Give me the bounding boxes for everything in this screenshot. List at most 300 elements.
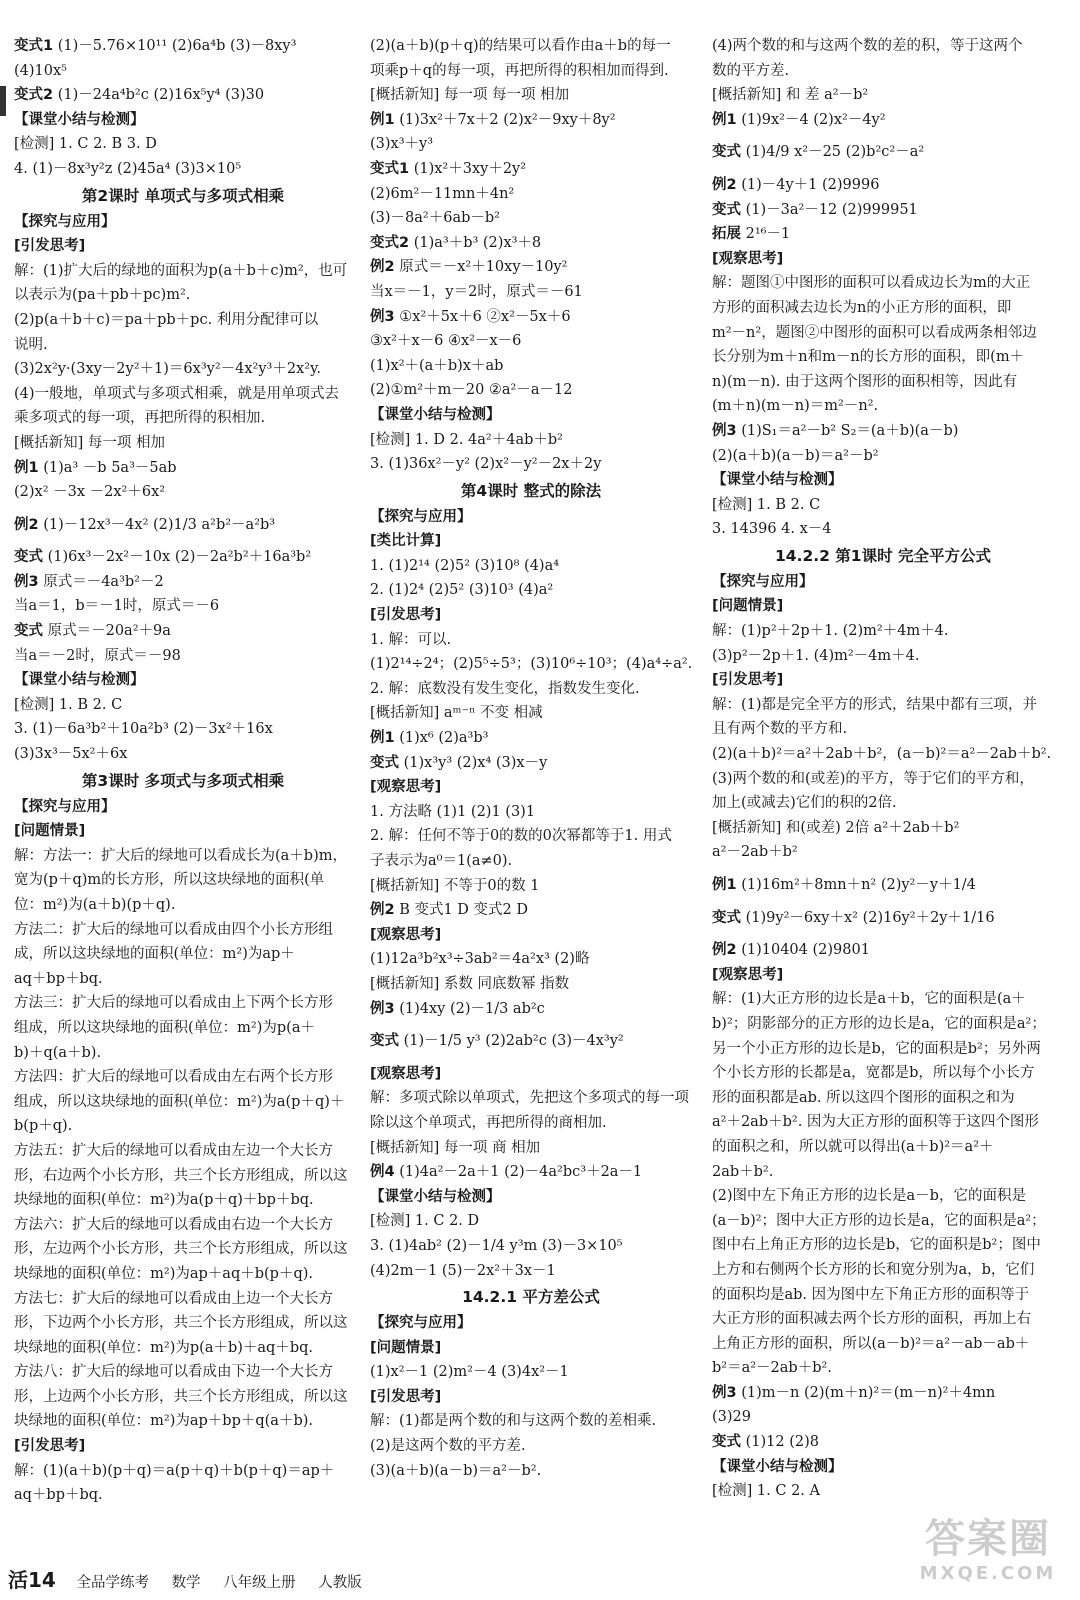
answer-line (370, 1111, 692, 1136)
example-label: 例1 (370, 730, 395, 747)
answer-text: 方法八：扩大后的绿地可以看成由下边一个大长方 (14, 1364, 333, 1381)
answer-text: 1. 方法略 (1)1 (2)1 (3)1 (370, 803, 536, 820)
answer-text: 解：(1)p²＋2p＋1. (2)m²＋4m＋4. (712, 623, 949, 640)
example-label: 变式 (712, 144, 741, 161)
line-spacer (712, 132, 1054, 140)
answer-line (14, 406, 352, 431)
line-spacer (712, 898, 1054, 906)
answer-line (370, 157, 692, 182)
answer-line (712, 840, 1054, 865)
watermark-title: 答案圈 (925, 1516, 1051, 1562)
example-label: 变式 (370, 754, 399, 771)
answer-text: (a－b)²；图中大正方形的边长是a，它的面积是a²； (712, 1212, 1046, 1229)
answer-line (370, 1136, 692, 1161)
answer-line (14, 844, 352, 869)
answer-text: 解：(1)都是两个数的和与这两个数的差相乘. (370, 1413, 657, 1430)
answer-line (370, 677, 692, 702)
answer-text: (1)x²＋(a＋b)x＋ab (370, 357, 504, 374)
answer-line (14, 1336, 352, 1361)
example-label: 例2 (712, 942, 737, 959)
example-label: 例2 (370, 902, 395, 919)
answer-line (370, 726, 692, 751)
answer-line (14, 456, 352, 481)
line-spacer (712, 165, 1054, 173)
example-label: 例1 (712, 111, 737, 128)
answer-line (370, 1086, 692, 1111)
answer-text: 3. (1)4ab² (2)－1/4 y³m (3)－3×10⁵ (370, 1237, 623, 1254)
answer-line (14, 893, 352, 918)
answer-text: [检测] 1. B 2. C (14, 696, 123, 713)
section-tag: 【课堂小结与检测】 (712, 1458, 843, 1475)
answer-text: a²－2ab＋b² (712, 844, 798, 861)
example-label: 变式 (370, 1033, 399, 1050)
answer-text: (1)x²－1 (2)m²－4 (3)4x²－1 (370, 1364, 569, 1381)
answer-text: (1)x⁶ (2)a³b³ (399, 730, 489, 747)
answer-line (370, 1409, 692, 1434)
answer-line (712, 59, 1054, 84)
answer-line (14, 570, 352, 595)
answer-text: 乘多项式的每一项，再把所得的积相加. (14, 410, 266, 427)
answer-line (370, 1434, 692, 1459)
answer-text: (1)－1/5 y³ (2)2ab²c (3)－4x³y² (403, 1033, 624, 1050)
answer-text: (4)10x⁵ (14, 62, 67, 79)
answer-text: (1)9x²－4 (2)x²－4y² (741, 111, 886, 128)
answer-line (14, 545, 352, 570)
answer-text: [检测] 1. C 2. D (370, 1213, 480, 1230)
answer-line (370, 59, 692, 84)
answer-text: 解：(1)(a＋b)(p＋q)＝a(p＋q)＋b(p＋q)＝ap＋ (14, 1462, 335, 1479)
answer-line (370, 578, 692, 603)
answer-text: [检测] 1. D 2. 4a²＋4ab＋b² (370, 431, 563, 448)
answer-line (14, 1360, 352, 1385)
lesson-title: 14.2.2 第1课时 完全平方公式 (775, 546, 991, 565)
answer-line (712, 1479, 1054, 1504)
answer-text: b)＋q(a＋b). (14, 1044, 102, 1061)
answer-line (14, 132, 352, 157)
section-tag: [引发思考] (14, 1438, 86, 1455)
answer-line (712, 1184, 1054, 1209)
answer-line (712, 271, 1054, 296)
answer-text: 方法二：扩大后的绿地可以看成由四个小长方形组 (14, 921, 333, 938)
answer-line (14, 1311, 352, 1336)
answer-text: 块绿地的面积(单位：m²)为ap＋bp＋q(a＋b). (14, 1413, 313, 1430)
answer-line (14, 382, 352, 407)
answer-text: a²＋2ab＋b². 因为大正方形的面积等于这四个图形 (712, 1114, 1039, 1131)
answer-text: 组成，所以这块绿地的面积(单位：m²)为a(p＋q)＋ (14, 1093, 345, 1110)
example-label: 变式 (14, 549, 43, 566)
answer-line (370, 231, 692, 256)
answer-text: (3)x³＋y³ (370, 136, 434, 153)
answer-text: (3)两个数的和(或差)的平方，等于它们的平方和， (712, 770, 1034, 787)
section-tag: 【课堂小结与检测】 (14, 111, 145, 128)
answer-column-1 (14, 34, 352, 1508)
section-tag: [引发思考] (14, 238, 86, 255)
section-tag: 【探究与应用】 (14, 798, 116, 815)
answer-text: (1)－12x³－4x² (2)1/3 a²b²－a²b³ (43, 516, 276, 533)
answer-text: [检测] 1. C 2. A (712, 1483, 820, 1500)
answer-text: 方法三：扩大后的绿地可以看成由上下两个长方形 (14, 995, 333, 1012)
answer-text: 解：(1)大正方形的边长是a＋b，它的面积是(a＋ (712, 991, 1026, 1008)
answer-line (370, 1029, 692, 1054)
answer-text: 原式＝－x²＋10xy－10y² (399, 259, 568, 276)
section-tag: 【探究与应用】 (370, 1315, 472, 1332)
answer-line (14, 967, 352, 992)
answer-line (712, 173, 1054, 198)
example-label: 变式2 (370, 234, 410, 251)
watermark-logo (904, 1516, 1072, 1594)
answer-line (370, 947, 692, 972)
answer-line (370, 428, 692, 453)
answer-line (370, 652, 692, 677)
answer-line (370, 329, 692, 354)
answer-line (14, 1409, 352, 1434)
answer-text: 以表示为(pa＋pb＋pc)m². (14, 287, 191, 304)
answer-text: (2)图中左下角正方形的边长是a－b，它的面积是 (712, 1188, 1026, 1205)
answer-line (14, 1016, 352, 1041)
answer-text: [概括新知] 每一项 商 相加 (370, 1139, 541, 1156)
line-spacer (14, 537, 352, 545)
answer-text: (1)4/9 x²－25 (2)b²c²－a² (745, 144, 925, 161)
answer-text: (1)16m²＋8mn＋n² (2)y²－y＋1/4 (741, 877, 976, 893)
answer-text: 大正方形的面积减去两个长方形的面积，再加上右 (712, 1311, 1031, 1328)
example-label: 例2 (370, 259, 395, 276)
answer-line (14, 693, 352, 718)
answer-text: 方法五：扩大后的绿地可以看成由左边一个大长方 (14, 1142, 333, 1159)
answer-line (712, 619, 1054, 644)
answer-line (14, 1287, 352, 1312)
answer-line (14, 480, 352, 505)
answer-text: ①x²＋5x＋6 ②x²－5x＋6 (399, 308, 571, 325)
section-tag: [观察思考] (370, 779, 442, 796)
answer-line (14, 308, 352, 333)
answer-text: 项乘p＋q的每一项，再把所得的积相加而得到. (370, 62, 669, 79)
answer-line (14, 1114, 352, 1139)
answer-text: (1)12a³b²x³÷3ab²＝4a²x³ (2)略 (370, 951, 590, 968)
section-tag: [问题情景] (712, 598, 784, 615)
answer-line (712, 1209, 1054, 1234)
lesson-title: 14.2.1 平方差公式 (462, 1288, 600, 1307)
section-tag: [问题情景] (370, 1339, 442, 1356)
answer-line (370, 108, 692, 133)
answer-text: (3)2x²y·(3xy－2y²＋1)＝6x³y²－4x²y³＋2x²y. (14, 361, 321, 378)
answer-text: [概括新知] 和(或差) 2倍 a²＋2ab＋b² (712, 819, 960, 836)
answer-line (712, 1258, 1054, 1283)
answer-text: (1)10404 (2)9801 (741, 942, 870, 959)
section-tag: 【课堂小结与检测】 (14, 672, 145, 689)
answer-text: (4)2m－1 (5)－2x²＋3x－1 (370, 1262, 556, 1279)
answer-line (370, 206, 692, 231)
answer-line (14, 1237, 352, 1262)
answer-text: (1)m－n (2)(m＋n)²＝(m－n)²＋4mn (741, 1384, 996, 1401)
answer-text: (1)4a²－2a＋1 (2)－4a²bc³＋2a－1 (399, 1164, 643, 1181)
answer-line (370, 1209, 692, 1234)
answer-text: 的面积之和，所以就可以得出(a＋b)²＝a²＋ (712, 1138, 994, 1155)
answer-text: 宽为(p＋q)m的长方形，所以这块绿地的面积(单 (14, 872, 325, 889)
answer-line (14, 619, 352, 644)
answer-text: (2)(a＋b)²＝a²＋2ab＋b²，(a－b)²＝a²－2ab＋b². (712, 746, 1052, 763)
answer-line (370, 554, 692, 579)
answer-line (712, 767, 1054, 792)
footer-subject: 数学 (171, 1575, 201, 1591)
answer-text: aq＋bp＋bq. (14, 1487, 103, 1504)
answer-text: (4)两个数的和与这两个数的差的积，等于这两个 (712, 38, 1023, 54)
answer-line (14, 1262, 352, 1287)
answer-text: 解：方法一：扩大后的绿地可以看成长为(a＋b)m， (14, 847, 347, 864)
answer-text: 3. (1)36x²－y² (2)x²－y²－2x＋2y (370, 456, 602, 473)
answer-line (14, 333, 352, 358)
answer-text: aq＋bp＋bq. (14, 970, 103, 987)
answer-text: 的面积均是ab. 因为图中左下角正方形的面积等于 (712, 1286, 1030, 1303)
answer-text: 组成，所以这块绿地的面积(单位：m²)为p(a＋ (14, 1019, 315, 1036)
answer-text: (3)29 (712, 1409, 751, 1426)
answer-text: 2. (1)2⁴ (2)5² (3)10³ (4)a² (370, 582, 554, 599)
answer-text: (1)3x²＋7x＋2 (2)x²－9xy＋8y² (399, 111, 616, 128)
section-tag: [类比计算] (370, 533, 442, 550)
line-spacer (370, 1021, 692, 1029)
answer-text: (1)12 (2)8 (745, 1434, 819, 1451)
answer-text: (1)2¹⁴÷2⁴；(2)5⁵÷5³；(3)10⁶÷10³；(4)a⁴÷a². (370, 656, 692, 673)
answer-text: 上角正方形的面积，所以(a－b)²＝a²－ab－ab＋ (712, 1335, 1030, 1352)
answer-text: b(p＋q). (14, 1118, 73, 1135)
example-label: 变式1 (14, 38, 54, 54)
answer-line (712, 717, 1054, 742)
answer-text: (m＋n)(m－n)＝m²－n². (712, 398, 879, 415)
answer-text: (1)9y²－6xy＋x² (2)16y²＋2y＋1/16 (745, 909, 995, 926)
answer-text: [检测] 1. C 2. B 3. D (14, 136, 157, 153)
answer-line (370, 1234, 692, 1259)
answer-text: (2)(a＋b)(p＋q)的结果可以看作由a＋b的每一 (370, 38, 671, 54)
answer-text: 长分别为m＋n和m－n的长方形的面积，即(m＋ (712, 349, 1025, 366)
answer-text: 位：m²)为(a＋b)(p＋q). (14, 897, 176, 913)
lesson-title: 第4课时 整式的除法 (460, 481, 602, 500)
example-label: 变式2 (14, 87, 54, 104)
answer-line (14, 357, 352, 382)
answer-text: [检测] 1. B 2. C (712, 496, 821, 513)
answer-line (712, 493, 1054, 518)
footer-brand: 全品学练考 (76, 1575, 149, 1591)
answer-line (14, 1090, 352, 1115)
example-label: 例2 (14, 516, 39, 533)
answer-line (370, 800, 692, 825)
answer-line (712, 444, 1054, 469)
answer-line (370, 305, 692, 330)
answer-line (712, 1332, 1054, 1357)
section-tag: [引发思考] (370, 1388, 442, 1405)
answer-text: 1. (1)2¹⁴ (2)5² (3)10⁸ (4)a⁴ (370, 557, 560, 574)
answer-line (712, 370, 1054, 395)
answer-line (370, 132, 692, 157)
answer-text: 且有两个数的平方和. (712, 721, 848, 738)
section-tag: [观察思考] (370, 926, 442, 943)
answer-line (712, 1110, 1054, 1135)
answer-line (370, 34, 692, 59)
answer-text: b²＝a²－2ab＋b². (712, 1360, 832, 1377)
answer-text: 1. 解：可以. (370, 631, 452, 648)
line-spacer (712, 865, 1054, 873)
example-label: 拓展 (712, 226, 741, 243)
answer-text: 加上(或减去)它们的积的2倍. (712, 795, 897, 812)
answer-text: 2¹⁶－1 (745, 226, 791, 243)
section-tag: [观察思考] (370, 1065, 442, 1082)
answer-line (14, 59, 352, 84)
example-label: 例2 (712, 176, 737, 193)
answer-text: [概括新知] aᵐ⁻ⁿ 不变 相减 (370, 705, 543, 722)
answer-text: b)²；阴影部分的正方形的边长是a，它的面积是a²； (712, 1015, 1046, 1032)
example-label: 例3 (370, 308, 395, 325)
answer-text: 当a＝－2时，原式＝－98 (14, 647, 181, 664)
answer-text: (3)3x³－5x²＋6x (14, 746, 128, 763)
answer-line (370, 898, 692, 923)
section-tag: 【课堂小结与检测】 (370, 406, 501, 423)
answer-line (370, 701, 692, 726)
answer-text: (3)(a＋b)(a－b)＝a²－b². (370, 1462, 542, 1479)
answer-line (370, 280, 692, 305)
answer-line (712, 644, 1054, 669)
answer-line (712, 1086, 1054, 1111)
answer-line (370, 1259, 692, 1284)
answer-line (370, 824, 692, 849)
answer-line (370, 628, 692, 653)
answer-line (712, 1160, 1054, 1185)
answer-line (712, 1233, 1054, 1258)
answer-text: 形，上边两个小长方形，共三个长方形组成，所以这 (14, 1388, 348, 1405)
answer-line (14, 157, 352, 182)
answer-column-2 (370, 34, 692, 1483)
answer-line (370, 997, 692, 1022)
answer-line (712, 1405, 1054, 1430)
answer-text: n)(m－n). 由于这两个图形的面积相等，因此有 (712, 373, 1018, 390)
answer-text: (3)－8a²＋6ab－b² (370, 210, 500, 227)
answer-line (712, 222, 1054, 247)
answer-line (14, 1483, 352, 1508)
answer-text: 2ab＋b². (712, 1163, 774, 1180)
answer-line (712, 1061, 1054, 1086)
section-tag: [引发思考] (712, 672, 784, 689)
answer-line (14, 513, 352, 538)
answer-text: 子表示为a⁰＝1(a≠0). (370, 853, 513, 869)
answer-line (14, 717, 352, 742)
answer-text: [概括新知] 每一项 每一项 相加 (370, 87, 570, 104)
answer-line (14, 259, 352, 284)
answer-line (370, 378, 692, 403)
answer-text: 方法四：扩大后的绿地可以看成由左右两个长方形 (14, 1069, 333, 1086)
answer-text: 除以这个单项式，再把所得的商相加. (370, 1114, 607, 1131)
section-tag: [问题情景] (14, 823, 86, 840)
answer-line (712, 1283, 1054, 1308)
line-spacer (712, 930, 1054, 938)
answer-text: 解：(1)都是完全平方的形式，结果中都有三项，并 (712, 696, 1038, 713)
answer-text: m²－n²，题图②中图形的面积可以看成两条相邻边 (712, 324, 1037, 341)
answer-line (14, 868, 352, 893)
answer-text: 方法七：扩大后的绿地可以看成由上边一个大长方 (14, 1290, 333, 1307)
answer-line (14, 644, 352, 669)
answer-text: (2)是这两个数的平方差. (370, 1438, 526, 1455)
example-label: 例3 (370, 1000, 395, 1017)
answer-text: (2)①m²＋m－20 ②a²－a－12 (370, 382, 573, 399)
answer-text: (1)－4y＋1 (2)9996 (741, 176, 880, 193)
answer-line (712, 1356, 1054, 1381)
example-label: 例3 (14, 573, 39, 590)
answer-line (712, 419, 1054, 444)
example-label: 变式 (14, 623, 43, 640)
line-spacer (370, 1054, 692, 1062)
answer-text: (2)6m²－11mn＋4n² (370, 185, 515, 202)
answer-text: (2)p(a＋b＋c)＝pa＋pb＋pc. 利用分配律可以 (14, 311, 319, 328)
answer-text: 原式＝－4a³b²－2 (43, 573, 164, 590)
answer-text: 当x＝－1，y＝2时，原式＝－61 (370, 283, 583, 300)
answer-line (712, 296, 1054, 321)
answer-text: 块绿地的面积(单位：m²)为ap＋aq＋b(p＋q). (14, 1265, 313, 1282)
example-label: 变式 (712, 1434, 741, 1451)
answer-line (14, 742, 352, 767)
lesson-title: 第2课时 单项式与多项式相乘 (81, 186, 285, 205)
answer-line (14, 1164, 352, 1189)
page-footer (8, 1566, 708, 1594)
watermark-url: MXQE.COM (919, 1563, 1057, 1584)
answer-line (712, 1307, 1054, 1332)
answer-text: 说明. (14, 336, 48, 353)
answer-line (712, 987, 1054, 1012)
answer-line (712, 140, 1054, 165)
answer-line (370, 182, 692, 207)
section-tag: [观察思考] (712, 966, 784, 983)
answer-line (14, 1188, 352, 1213)
answer-line (14, 1139, 352, 1164)
answer-line (712, 693, 1054, 718)
answer-text: 解：(1)扩大后的绿地的面积为p(a＋b＋c)m²，也可 (14, 262, 348, 279)
footer-grade: 八年级上册 (223, 1575, 296, 1591)
answer-text: 解：多项式除以单项式，先把这个多项式的每一项 (370, 1090, 689, 1107)
answer-text: 形，下边两个小长方形，共三个长方形组成，所以这 (14, 1315, 348, 1332)
answer-line (712, 108, 1054, 133)
answer-line (370, 1459, 692, 1484)
answer-text: (1)a³＋b³ (2)x³＋8 (413, 234, 542, 251)
answer-text: (1)6x³－2x²－10x (2)－2a²b²＋16a³b² (47, 549, 312, 566)
answer-text: [概括新知] 不等于0的数 1 (370, 877, 540, 894)
page-number: 活14 (8, 1568, 56, 1592)
section-tag: 【探究与应用】 (14, 213, 116, 230)
answer-text: (3)p²－2p＋1. (4)m²－4m＋4. (712, 647, 920, 664)
section-tag: 【课堂小结与检测】 (370, 1188, 501, 1205)
answer-line (14, 1459, 352, 1484)
example-label: 例3 (712, 1384, 737, 1401)
answer-line (14, 1213, 352, 1238)
answer-line (14, 1065, 352, 1090)
answer-line (370, 83, 692, 108)
answer-line (712, 321, 1054, 346)
answer-line (370, 354, 692, 379)
example-label: 变式 (712, 201, 741, 218)
answer-text: 形的面积都是ab. 所以这四个图形的面积之和为 (712, 1089, 1015, 1106)
answer-line (712, 816, 1054, 841)
answer-text: 当a＝1，b＝－1时，原式＝－6 (14, 598, 220, 615)
answer-text: 另一个小正方形的边长是b，它的面积是b²；另外两 (712, 1040, 1041, 1057)
answer-text: 方形的面积减去边长为n的小正方形的面积，即 (712, 299, 1012, 316)
example-label: 例4 (370, 1164, 395, 1181)
answer-text: 个小长方形的长都是a，宽都是b，所以每个小长方 (712, 1065, 1035, 1082)
answer-text: 解：题图①中图形的面积可以看成边长为m的大正 (712, 275, 1031, 292)
answer-line (712, 742, 1054, 767)
answer-line (712, 198, 1054, 223)
answer-text: [概括新知] 系数 同底数幂 指数 (370, 975, 570, 992)
answer-text: 3. 14396 4. x－4 (712, 521, 832, 538)
line-spacer (14, 505, 352, 513)
page-edge-mark (0, 86, 6, 116)
answer-text: (1)－5.76×10¹¹ (2)6a⁴b (3)－8xy³ (57, 38, 297, 54)
answer-line (712, 34, 1054, 59)
answer-text: 2. 解：任何不等于0的数的0次幂都等于1. 用式 (370, 828, 672, 845)
section-tag: 【探究与应用】 (712, 573, 814, 590)
